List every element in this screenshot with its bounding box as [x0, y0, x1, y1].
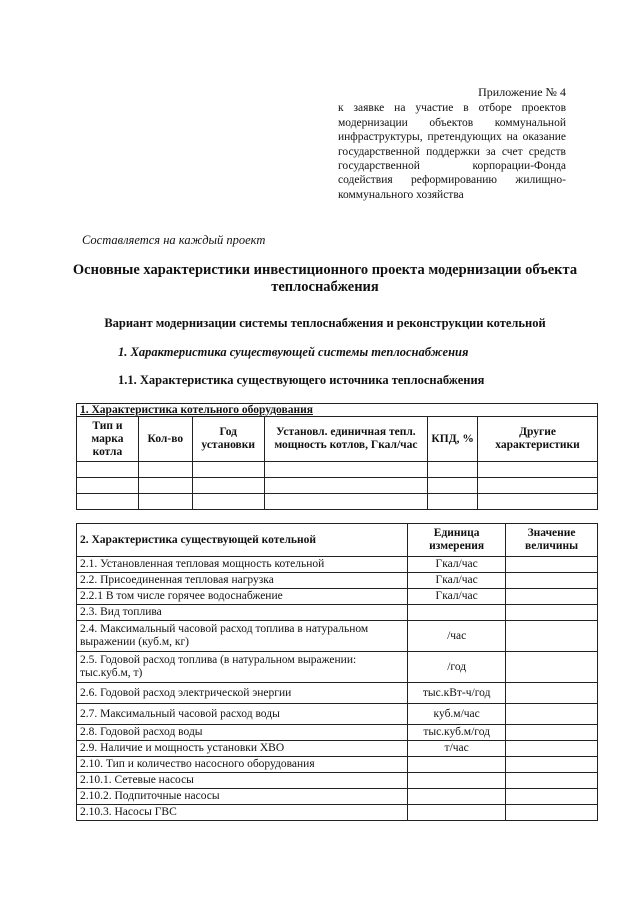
table-row [77, 462, 598, 478]
table-row [77, 589, 598, 605]
row-label: 2.6. Годовой расход электрической энергии [77, 683, 408, 704]
row-unit [408, 805, 506, 821]
row-value [506, 805, 598, 821]
row-label: 2.10. Тип и количество насосного оборудования [77, 757, 408, 773]
table-row [77, 773, 598, 789]
boiler-house-table [76, 523, 598, 821]
row-label: 2.4. Максимальный часовой расход топлива в натуральном выражении (куб.м, кг) [77, 621, 408, 652]
row-value [506, 704, 598, 725]
table2-header: 2. Характеристика существующей котельной [77, 524, 408, 557]
row-label: 2.3. Вид топлива [77, 605, 408, 621]
table1-header: Кол-во [138, 417, 192, 462]
table-row [77, 652, 598, 683]
table-row [77, 789, 598, 805]
table-row [77, 757, 598, 773]
row-unit [408, 605, 506, 621]
table1-header: Установл. единичная тепл. мощность котлов, Гкал/час [264, 417, 427, 462]
row-value [506, 725, 598, 741]
row-value [506, 757, 598, 773]
row-label: 2.9. Наличие и мощность установки ХВО [77, 741, 408, 757]
row-label: 2.10.3. Насосы ГВС [77, 805, 408, 821]
row-value [506, 773, 598, 789]
table-row [77, 621, 598, 652]
table-row [77, 494, 598, 510]
row-value [506, 789, 598, 805]
row-value [506, 589, 598, 605]
row-label: 2.1. Установленная тепловая мощность котельной [77, 557, 408, 573]
row-value [506, 573, 598, 589]
table1-header: Другие характеристики [478, 417, 598, 462]
row-value [506, 605, 598, 621]
appendix-number: Приложение № 4 [478, 85, 566, 99]
row-unit: тыс.куб.м/год [408, 725, 506, 741]
appendix-text: к заявке на участие в отборе проектов модернизации объектов коммунальной инфраструктуры, претендующих на оказание государственной поддержки за счет средств государственной корпорации-Фонда содействия реформированию жилищно-коммунального хозяйства [338, 102, 566, 201]
table-row [77, 805, 598, 821]
boiler-equipment-table [76, 403, 598, 510]
table-row [77, 704, 598, 725]
row-unit: /год [408, 652, 506, 683]
row-value [506, 741, 598, 757]
note-text: Составляется на каждый проект [82, 233, 266, 247]
table1-header: Тип и марка котла [77, 417, 139, 462]
table-row [77, 573, 598, 589]
table2-header: Единица измерения [408, 524, 506, 557]
table-row [77, 557, 598, 573]
section-1-1-heading: 1.1. Характеристика существующего источника теплоснабжения [118, 373, 485, 387]
row-unit [408, 789, 506, 805]
row-value [506, 683, 598, 704]
row-label: 2.7. Максимальный часовой расход воды [77, 704, 408, 725]
table-row [77, 725, 598, 741]
row-label: 2.8. Годовой расход воды [77, 725, 408, 741]
table-row [77, 605, 598, 621]
row-label: 2.10.1. Сетевые насосы [77, 773, 408, 789]
table-row [77, 683, 598, 704]
row-unit: тыс.кВт-ч/год [408, 683, 506, 704]
document-title: Основные характеристики инвестиционного проекта модернизации объекта теплоснабжения [72, 262, 578, 295]
row-unit: т/час [408, 741, 506, 757]
row-value [506, 621, 598, 652]
row-unit: Гкал/час [408, 573, 506, 589]
table1-header: КПД, % [428, 417, 478, 462]
section-1-heading: 1. Характеристика существующей системы теплоснабжения [118, 345, 469, 359]
row-value [506, 652, 598, 683]
row-label: 2.2.1 В том числе горячее водоснабжение [77, 589, 408, 605]
row-unit [408, 773, 506, 789]
table-row [77, 741, 598, 757]
row-label: 2.2. Присоединенная тепловая нагрузка [77, 573, 408, 589]
table-row [77, 478, 598, 494]
row-unit: куб.м/час [408, 704, 506, 725]
table1-header: Год установки [192, 417, 264, 462]
row-unit: /час [408, 621, 506, 652]
row-unit: Гкал/час [408, 557, 506, 573]
table2-header: Значение величины [506, 524, 598, 557]
row-label: 2.10.2. Подпиточные насосы [77, 789, 408, 805]
variant-heading: Вариант модернизации системы теплоснабжения и реконструкции котельной [104, 316, 546, 330]
row-unit [408, 757, 506, 773]
row-value [506, 557, 598, 573]
row-unit: Гкал/час [408, 589, 506, 605]
row-label: 2.5. Годовой расход топлива (в натуральном выражении: тыс.куб.м, т) [77, 652, 408, 683]
table1-caption: 1. Характеристика котельного оборудования [77, 404, 598, 417]
appendix-block [338, 85, 566, 202]
